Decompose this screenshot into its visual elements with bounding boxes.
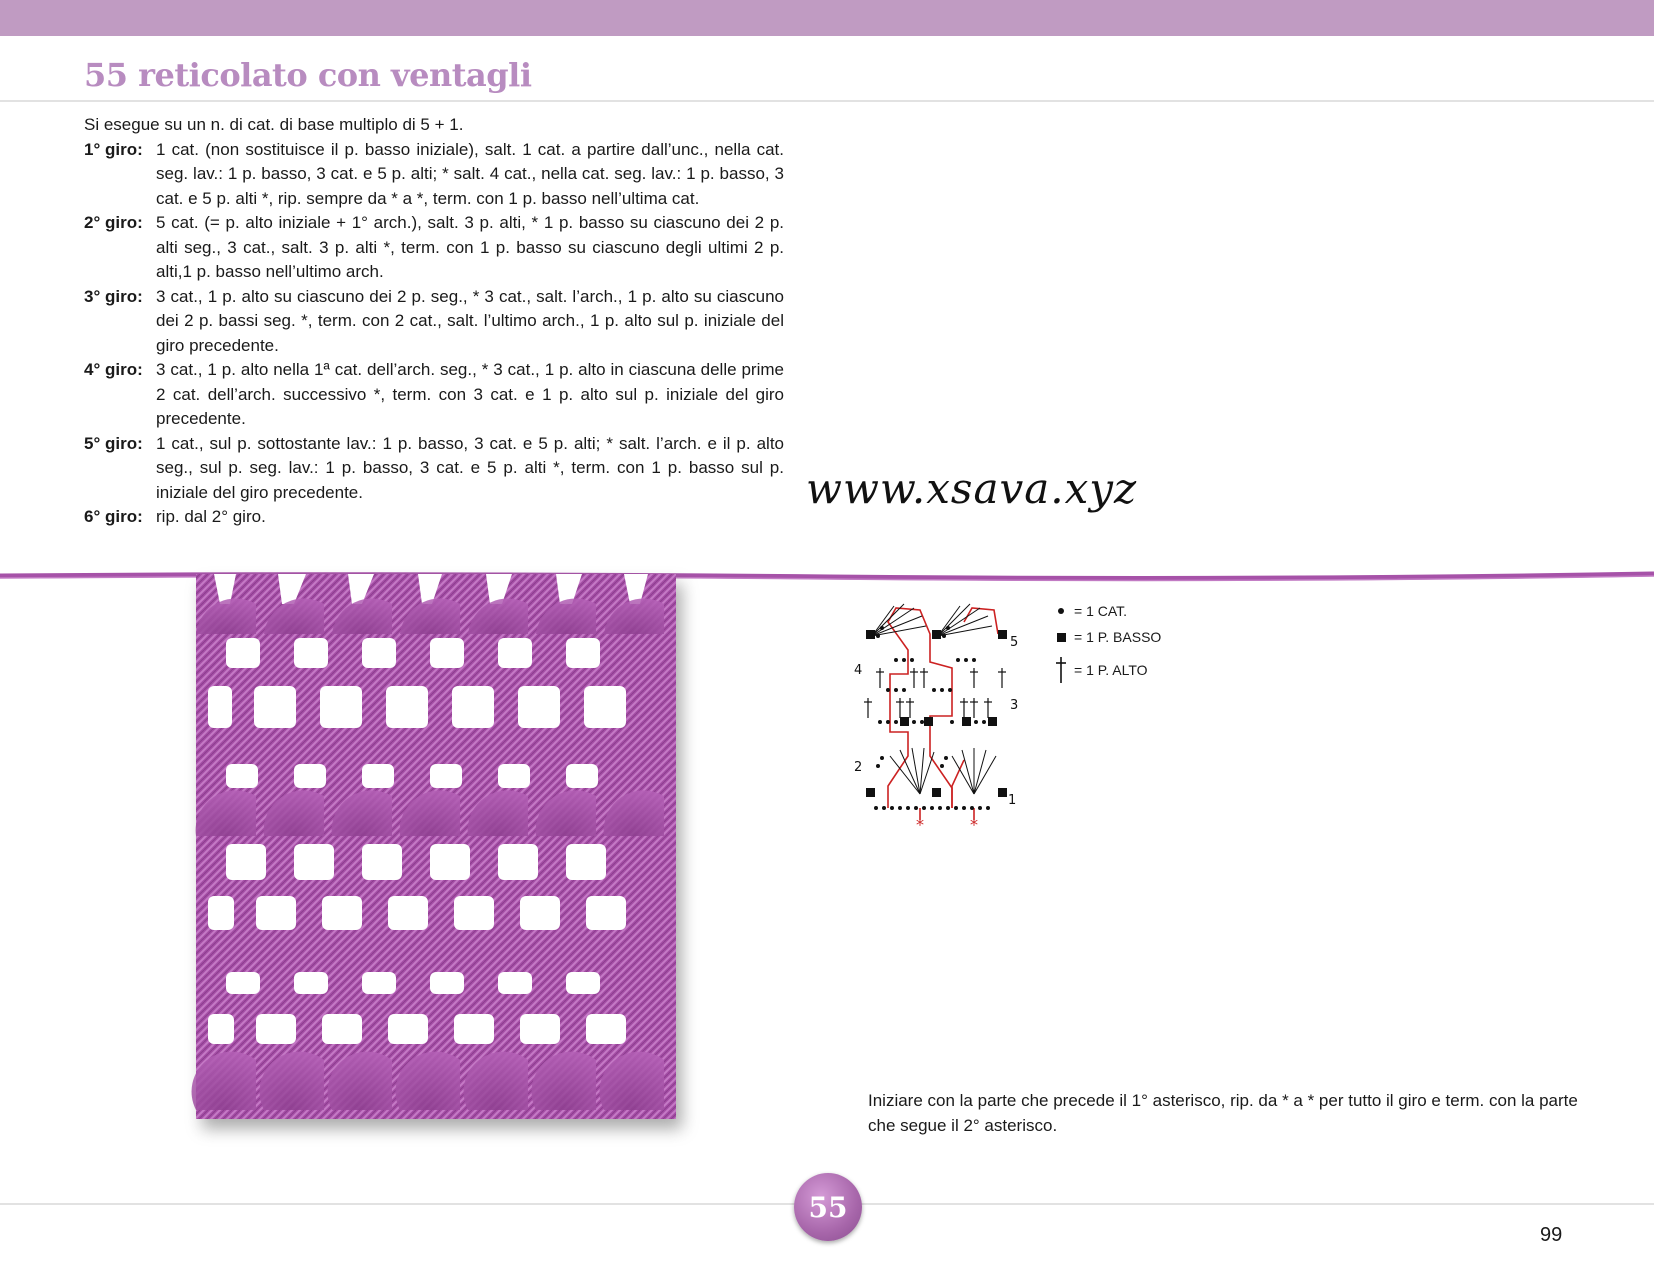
instruction-row [84,138,784,212]
row-text: 1 cat., sul p. sottostante lav.: 1 p. basso, 3 cat. e 5 p. alti; * salt. l’arch. e il p. alto seg., sul p. seg. lav.: 1 p. basso, 3 cat. e 5 p. alti *, term. con 1 p. basso sul p. iniziale del giro precedente. [156,433,784,502]
instruction-row [84,505,784,530]
chart-row-number-4: 4 [854,663,863,678]
legend-item-single-crochet [1052,624,1161,650]
row-label: 4° giro: [84,360,143,379]
row-label: 1° giro: [84,139,143,159]
row-label: 5° giro: [84,433,143,453]
instruction-row [84,285,784,359]
chart-legend [1052,598,1161,690]
row-label: 6° giro: [84,507,143,526]
page-number: 99 [1540,1224,1563,1246]
chart-row-number-3: 3 [1010,698,1019,713]
row-text: 3 cat., 1 p. alto nella 1ª cat. dell’arch. seg., * 3 cat., 1 p. alto in ciascuna delle prime 2 cat. dell’arch. successivo *, term. con 3 cat. e 1 p. alto sul p. iniziale del giro precedente. [156,360,784,428]
instruction-row [84,211,784,285]
instructions [84,113,784,530]
chart-row-number-1: 1 [1008,793,1017,808]
legend-label: = 1 P. ALTO [1074,662,1148,678]
row-text: 3 cat., 1 p. alto su ciascuno dei 2 p. seg., * 3 cat., salt. l’arch., 1 p. alto su ciascuno dei 2 p. bassi seg. *, term. con 2 cat., salt. l’ultimo arch., 1 p. alto sul p. iniziale del giro precedente. [156,286,784,355]
crochet-stitch-diagram [854,598,1019,834]
row-label: 2° giro: [84,213,143,232]
row-text: 1 cat. (non sostituisce il p. basso iniziale), salt. 1 cat. a partire dall’unc., nella cat. seg. lav.: 1 p. basso, 3 cat. e 5 p. alti; * salt. 4 cat., nella cat. seg. lav.: 1 p. basso, 3 cat. e 5 p. alti *, rip. sempre da * a *, term. con 1 p. basso nell’ultima cat. [156,139,784,208]
chart-sc-squares [866,630,1007,797]
legend-item-chain [1052,598,1161,624]
pattern-number-badge: 55 [794,1173,862,1241]
chart-red-stems [920,808,974,820]
double-crochet-dagger-icon [1052,656,1070,684]
watermark-text: www.xsava.xyz [806,464,1138,513]
chart-row-number-2: 2 [854,760,863,775]
page-title: 55 reticolato con ventagli [84,56,532,94]
chart-dc-stitches [864,668,1006,718]
legend-label: = 1 CAT. [1074,603,1128,619]
legend-label: = 1 P. BASSO [1074,629,1162,645]
swatch-photo [196,574,676,1119]
single-crochet-square-icon [1052,633,1070,642]
row-text: rip. dal 2° giro. [156,507,266,526]
instruction-row [84,432,784,506]
row-text: 5 cat. (= p. alto iniziale + 1° arch.), salt. 3 p. alti, * 1 p. basso su ciascuno dei 2 p. alti seg., 3 cat., salt. 3 p. alti *, term. con 1 p. basso su ciascuno degli ultimi 2 p. alti,1 p. basso nell’ultimo arch. [156,213,784,281]
chart-row-number-5: 5 [1010,635,1019,650]
chain-dot-icon [1052,608,1070,614]
repeat-mark-2: * [970,815,978,834]
row-label: 3° giro: [84,286,143,306]
instructions-intro: Si esegue su un n. di cat. di base multiplo di 5 + 1. [84,115,464,134]
chart-red-outline [888,608,998,808]
repeat-mark-1: * [916,815,924,834]
repeat-note: Iniziare con la parte che precede il 1° asterisco, rip. da * a * per tutto il giro e term. con la parte che segue il 2° asterisco. [868,1091,1578,1135]
title-divider [0,100,1654,102]
crochet-swatch-image [196,574,676,1119]
legend-item-double-crochet [1052,650,1161,690]
top-color-band [0,0,1654,36]
instruction-row [84,358,784,432]
